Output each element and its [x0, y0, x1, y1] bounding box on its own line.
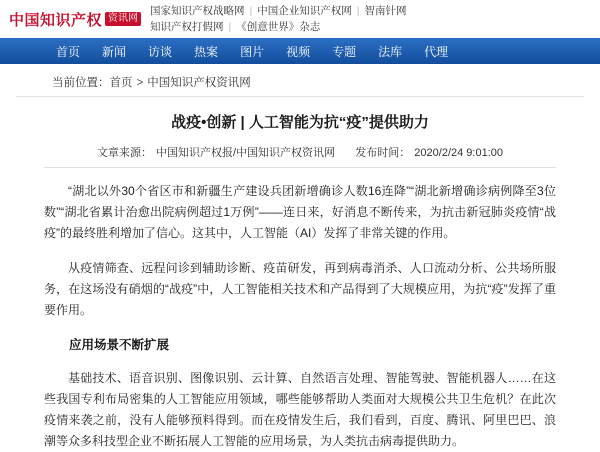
article-body	[44, 181, 556, 452]
link-separator: |	[356, 5, 360, 17]
header-links-row-1	[150, 3, 600, 19]
nav-item-home[interactable]: 首页	[56, 44, 81, 59]
breadcrumb	[16, 64, 584, 97]
main-navigation	[0, 38, 600, 64]
article	[0, 111, 600, 452]
link-separator: |	[249, 5, 253, 17]
header-links	[144, 0, 600, 38]
date-label: 发布时间：	[355, 147, 411, 159]
header-link-national-strategy[interactable]: 国家知识产权战略网	[150, 5, 245, 17]
nav-item-pictures[interactable]: 图片	[240, 44, 265, 59]
logo-badge: 资讯网	[105, 12, 141, 27]
breadcrumb-item-home[interactable]: 首页	[109, 77, 133, 89]
nav-item-interview[interactable]: 访谈	[148, 44, 173, 59]
header-link-zhinanzhen[interactable]: 智南针网	[364, 5, 407, 17]
header-link-enterprise-ip[interactable]: 中国企业知识产权网	[257, 5, 352, 17]
breadcrumb-prefix: 当前位置：	[52, 77, 110, 89]
header-link-creative-world[interactable]: 《创意世界》杂志	[236, 21, 321, 33]
nav-item-news[interactable]: 新闻	[102, 44, 127, 59]
logo-text: 中国知识产权	[8, 12, 102, 29]
site-logo[interactable]	[0, 0, 144, 38]
nav-item-lawlibrary[interactable]: 法库	[378, 44, 403, 59]
breadcrumb-separator: >	[136, 77, 144, 89]
header-link-anti-counterfeit[interactable]: 知识产权打假网	[150, 21, 224, 33]
source-label: 文章来源：	[97, 147, 152, 159]
nav-item-special[interactable]: 专题	[332, 44, 357, 59]
article-paragraph: “湖北以外30个省区市和新疆生产建设兵团新增确诊人数16连降”“湖北新增确诊病例降至3位数”“湖北省累计治愈出院病例超过1万例”——连日来，好消息不断传来，为抗击新冠肺炎疫情“战疫”的最终胜利增加了信心。这其中，人工智能（AI）发挥了非常关键的作用。	[44, 184, 556, 240]
source-value: 中国知识产权报/中国知识产权资讯网	[156, 147, 336, 159]
nav-item-agency[interactable]: 代理	[424, 44, 449, 59]
breadcrumb-item-site[interactable]: 中国知识产权资讯网	[147, 77, 251, 89]
article-subheading: 应用场景不断扩展	[69, 338, 170, 352]
page-title: 战疫•创新 | 人工智能为抗“疫”提供助力	[171, 114, 429, 131]
article-meta	[44, 144, 556, 168]
article-paragraph: 从疫情筛查、远程问诊到辅助诊断、疫苗研发，再到病毒消杀、人口流动分析、公共场所服务，在这场没有硝烟的“战疫”中，人工智能相关技术和产品得到了大规模应用，为抗“疫”发挥了重要作用。	[44, 261, 556, 317]
article-paragraph: 基础技术、语音识别、图像识别、云计算、自然语言处理、智能驾驶、智能机器人……在这些我国专利布局密集的人工智能应用领域，哪些能够帮助人类面对大规模公共卫生危机？在此次疫情来袭之前，没有人能够预料得到。而在疫情发生后，我们看到，百度、腾讯、阿里巴巴、浪潮等众多科技型企业不断拓展人工智能的应用场景，为人类抗击病毒提供助力。	[44, 371, 556, 448]
nav-item-video[interactable]: 视频	[286, 44, 311, 59]
site-header	[0, 0, 600, 38]
link-separator: |	[228, 21, 232, 33]
meta-gap	[339, 147, 351, 159]
header-links-row-2	[150, 19, 600, 35]
nav-item-hotcase[interactable]: 热案	[194, 44, 219, 59]
date-value: 2020/2/24 9:01:00	[414, 147, 503, 159]
